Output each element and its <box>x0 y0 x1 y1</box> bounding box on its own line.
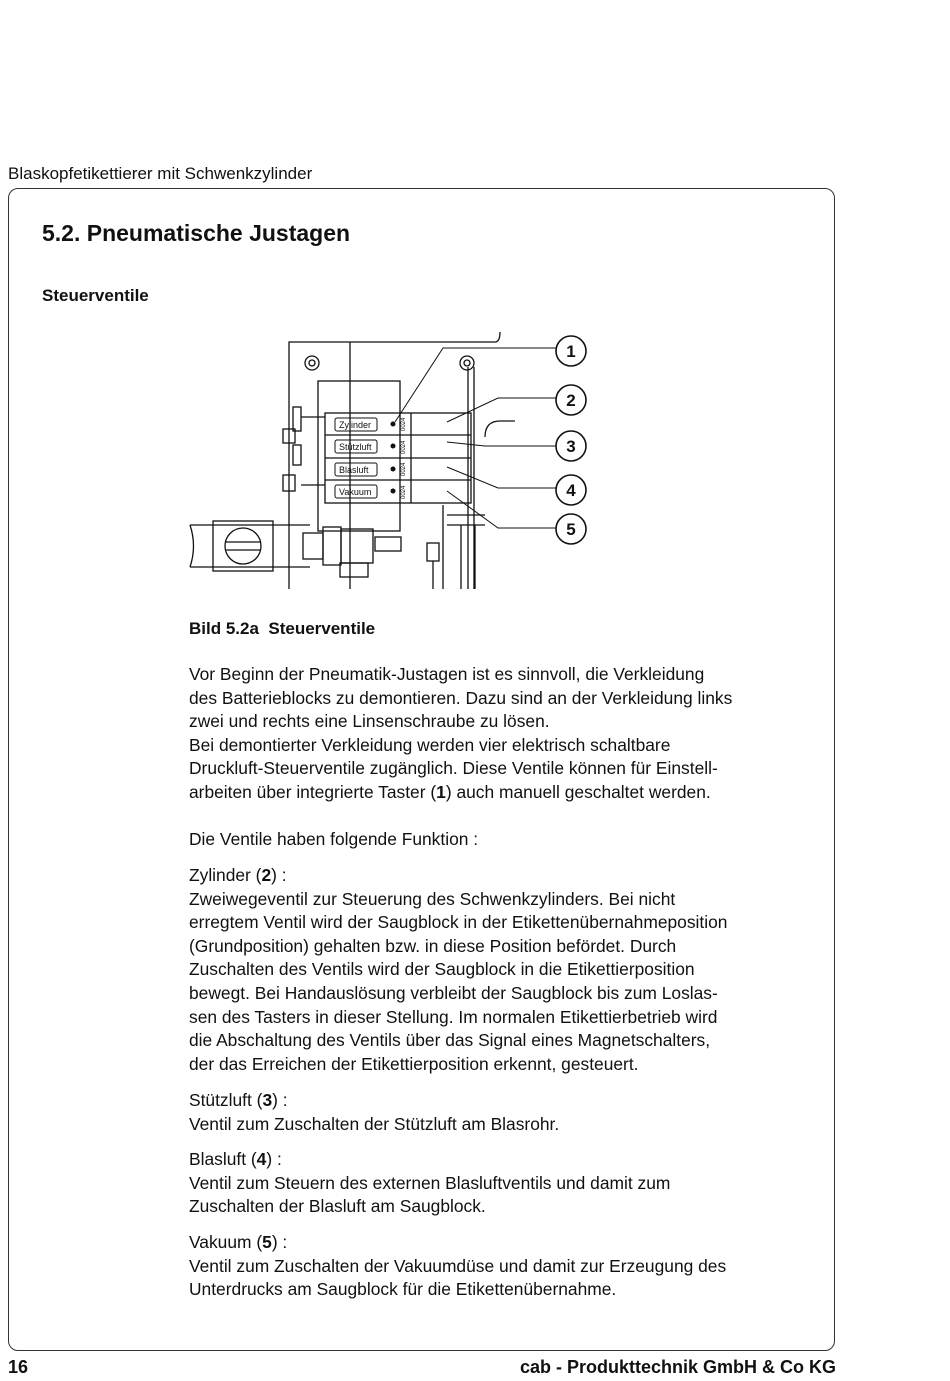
text-line: sen des Tasters in dieser Stellung. Im normalen Etikettierbetrieb wird <box>189 1006 718 1027</box>
section-subtitle: Steuerventile <box>42 286 149 305</box>
valve-zylinder-description <box>189 864 819 1076</box>
footer-company: cab - Produkttechnik GmbH & Co KG <box>519 1357 836 1377</box>
text-line: (Grundposition) gehalten bzw. in diese Position befördet. Durch <box>189 935 677 956</box>
text-line: Zuschalten der Blasluft am Saugblock. <box>189 1196 486 1217</box>
valve-label-stuetzluft: Stützluft <box>339 442 372 452</box>
text-line: bewegt. Bei Handauslösung verbleibt der Saugblock bis zum Loslas- <box>189 982 718 1003</box>
valve-label-vakuum: Vakuum <box>339 487 372 497</box>
text-line: arbeiten über integrierte Taster (1) auch manuell geschaltet werden. <box>189 781 711 802</box>
valve-label-zylinder: Zylinder <box>339 420 372 430</box>
text-line: Vor Beginn der Pneumatik-Justagen ist es sinnvoll, die Verkleidung <box>189 664 705 684</box>
section-title: 5.2. Pneumatische Justagen <box>42 220 351 246</box>
valve-code-1: 0024 <box>401 417 407 431</box>
valve-heading: Blasluft (4) : <box>189 1149 282 1169</box>
text-line: der das Erreichen der Etikettierposition erkennt, gesteuert. <box>189 1053 639 1074</box>
text-line: Ventil zum Zuschalten der Stützluft am Blasrohr. <box>189 1113 560 1134</box>
valve-label-blasluft: Blasluft <box>339 465 369 475</box>
callout-1: 1 <box>566 342 576 361</box>
text-line: Unterdrucks am Saugblock für die Etikettenübernahme. <box>189 1279 617 1300</box>
valve-heading: Vakuum (5) : <box>189 1232 288 1252</box>
callout-4: 4 <box>566 481 576 500</box>
valve-blasluft-description <box>189 1148 819 1219</box>
text-line: des Batterieblocks zu demontieren. Dazu sind an der Verkleidung links <box>189 687 733 708</box>
valve-vakuum-description <box>189 1231 819 1302</box>
text-line: Ventil zum Steuern des externen Blasluftventils und damit zum <box>189 1172 671 1193</box>
valve-code-2: 0024 <box>401 440 407 454</box>
text-line: die Abschaltung des Ventils über das Signal eines Magnetschalters, <box>189 1030 711 1051</box>
functions-intro: Die Ventile haben folgende Funktion : <box>189 829 479 849</box>
reference-number: 1 <box>436 781 446 802</box>
text-line: zwei und rechts eine Linsenschraube zu lösen. <box>189 711 550 732</box>
valve-code-3: 0024 <box>401 462 407 476</box>
valve-block-drawing <box>185 325 605 593</box>
callout-5: 5 <box>566 520 576 539</box>
figure-caption: Bild 5.2a Steuerventile <box>189 619 376 638</box>
text-line: Bei demontierter Verkleidung werden vier elektrisch schaltbare <box>189 734 671 755</box>
text-line: erregtem Ventil wird der Saugblock in der Etikettenübernahmeposition <box>189 912 728 933</box>
text-line: Zweiwegeventil zur Steuerung des Schwenkzylinders. Bei nicht <box>189 888 676 909</box>
running-header: Blaskopfetikettierer mit Schwenkzylinder <box>8 164 313 183</box>
intro-paragraph <box>189 663 819 805</box>
callout-3: 3 <box>566 437 576 456</box>
callout-2: 2 <box>566 391 576 410</box>
text-line: Zuschalten des Ventils wird der Saugblock in die Etikettierposition <box>189 959 695 980</box>
page-number: 16 <box>8 1357 29 1377</box>
text-line: Druckluft-Steuerventile zugänglich. Diese Ventile können für Einstell- <box>189 758 718 779</box>
valve-heading: Stützluft (3) : <box>189 1090 288 1110</box>
text-line: Ventil zum Zuschalten der Vakuumdüse und damit zur Erzeugung des <box>189 1255 727 1276</box>
valve-stuetzluft-description <box>189 1089 819 1136</box>
valve-code-4: 0024 <box>401 485 407 499</box>
valve-heading: Zylinder (2) : <box>189 865 287 885</box>
